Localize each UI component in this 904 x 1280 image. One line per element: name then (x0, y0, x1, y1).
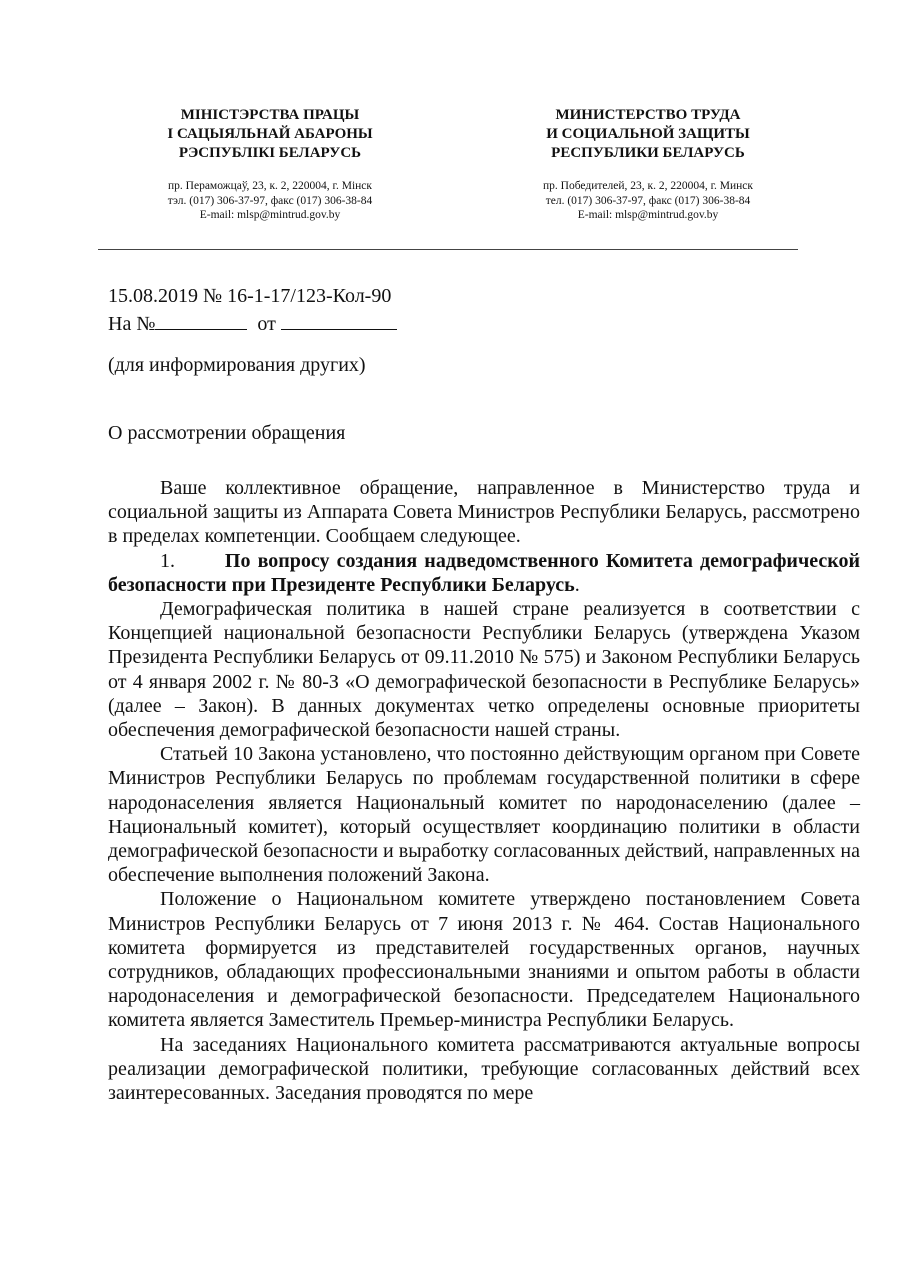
paragraph-intro: Ваше коллективное обращение, направленное в Министерство труда и социальной защиты из Аппарата Совета Министров Республики Беларусь, рассмотрено в пределах компетенции. Сообщаем следующее. (108, 477, 860, 548)
letter-body (108, 476, 860, 1105)
org-line: МІНІСТЭРСТВА ПРАЦЫ (180, 107, 360, 123)
reference-date-blank (281, 309, 397, 330)
reference-line (108, 309, 397, 337)
phone-line: тэл. (017) 306-37-97, факс (017) 306-38-84 (167, 194, 373, 207)
address-line: пр. Победителей, 23, к. 2, 220004, г. Минск (543, 180, 753, 192)
paragraph-section-1-heading (108, 549, 860, 597)
org-line: РЭСПУБЛІКІ БЕЛАРУСЬ (178, 145, 362, 161)
paragraph-demographic-policy: Демографическая политика в нашей стране реализуется в соответствии с Концепцией национальной безопасности Республики Беларусь (утверждена Указом Президента Республики Беларусь от 09.11.2010 № 575) и Законом Республики Беларусь от 4 января 2002 г. № 80-З «О демографической безопасности в Республике Беларусь» (далее – Закон). В данных документах четко определены основные приоритеты обеспечения демографической безопасности нашей страны. (108, 598, 860, 742)
document-subject: О рассмотрении обращения (108, 422, 346, 444)
org-line: МИНИСТЕРСТВО ТРУДА (555, 107, 741, 123)
letterhead-belarusian (90, 106, 450, 223)
organization-name-be (90, 106, 450, 163)
paragraph-committee-regulation: Положение о Национальном комитете утверждено постановлением Совета Министров Республики Беларусь от 7 июня 2013 г. № 464. Состав Национального комитета формируется из представителей государственных органов, научных сотрудников, обладающих профессиональными знаниями и опытом работы в области народонаселения и демографической безопасности. Председателем Национального комитета является Заместитель Премьер-министра Республики Беларусь. (108, 888, 860, 1032)
organization-address-ru (468, 179, 828, 223)
org-line: РЕСПУБЛИКИ БЕЛАРУСЬ (551, 145, 745, 161)
paragraph-committee-meetings: На заседаниях Национального комитета рассматриваются актуальные вопросы реализации демографической политики, требующие согласованных действий всех заинтересованных. Заседания проводятся по мере (108, 1033, 860, 1105)
section-number: 1. (160, 549, 175, 572)
org-line: И СОЦИАЛЬНОЙ ЗАЩИТЫ (546, 126, 750, 142)
reference-number-blank (155, 309, 247, 330)
org-line: І САЦЫЯЛЬНАЙ АБАРОНЫ (167, 126, 373, 142)
organization-name-ru (468, 106, 828, 163)
distribution-note: (для информирования других) (108, 354, 366, 376)
phone-line: тел. (017) 306-37-97, факс (017) 306-38-84 (545, 194, 751, 207)
section-heading-end: . (574, 573, 580, 596)
address-line: пр. Пераможцаў, 23, к. 2, 220004, г. Мінск (168, 180, 372, 192)
letterhead-russian (468, 106, 828, 223)
organization-address-be (90, 179, 450, 223)
reference-date-label: от (257, 313, 276, 335)
document-date-number: 15.08.2019 № 16-1-17/123-Кол-90 (108, 285, 392, 307)
section-heading: По вопросу создания надведомственного Комитета демографической безопасности при Президенте Республики Беларусь (108, 549, 861, 596)
reference-number-label: На № (108, 313, 156, 335)
paragraph-article-10: Статьей 10 Закона установлено, что постоянно действующим органом при Совете Министров Республики Беларусь по проблемам государственной политики в сфере народонаселения является Национальный комитет по народонаселению (далее – Национальный комитет), который осуществляет координацию политики в области демографической безопасности и выработку согласованных действий, направленных на обеспечение выполнения положений Закона. (108, 743, 860, 887)
letterhead-divider (98, 249, 798, 250)
email-line: E-mail: mlsp@mintrud.gov.by (199, 209, 341, 221)
email-line: E-mail: mlsp@mintrud.gov.by (577, 209, 719, 221)
